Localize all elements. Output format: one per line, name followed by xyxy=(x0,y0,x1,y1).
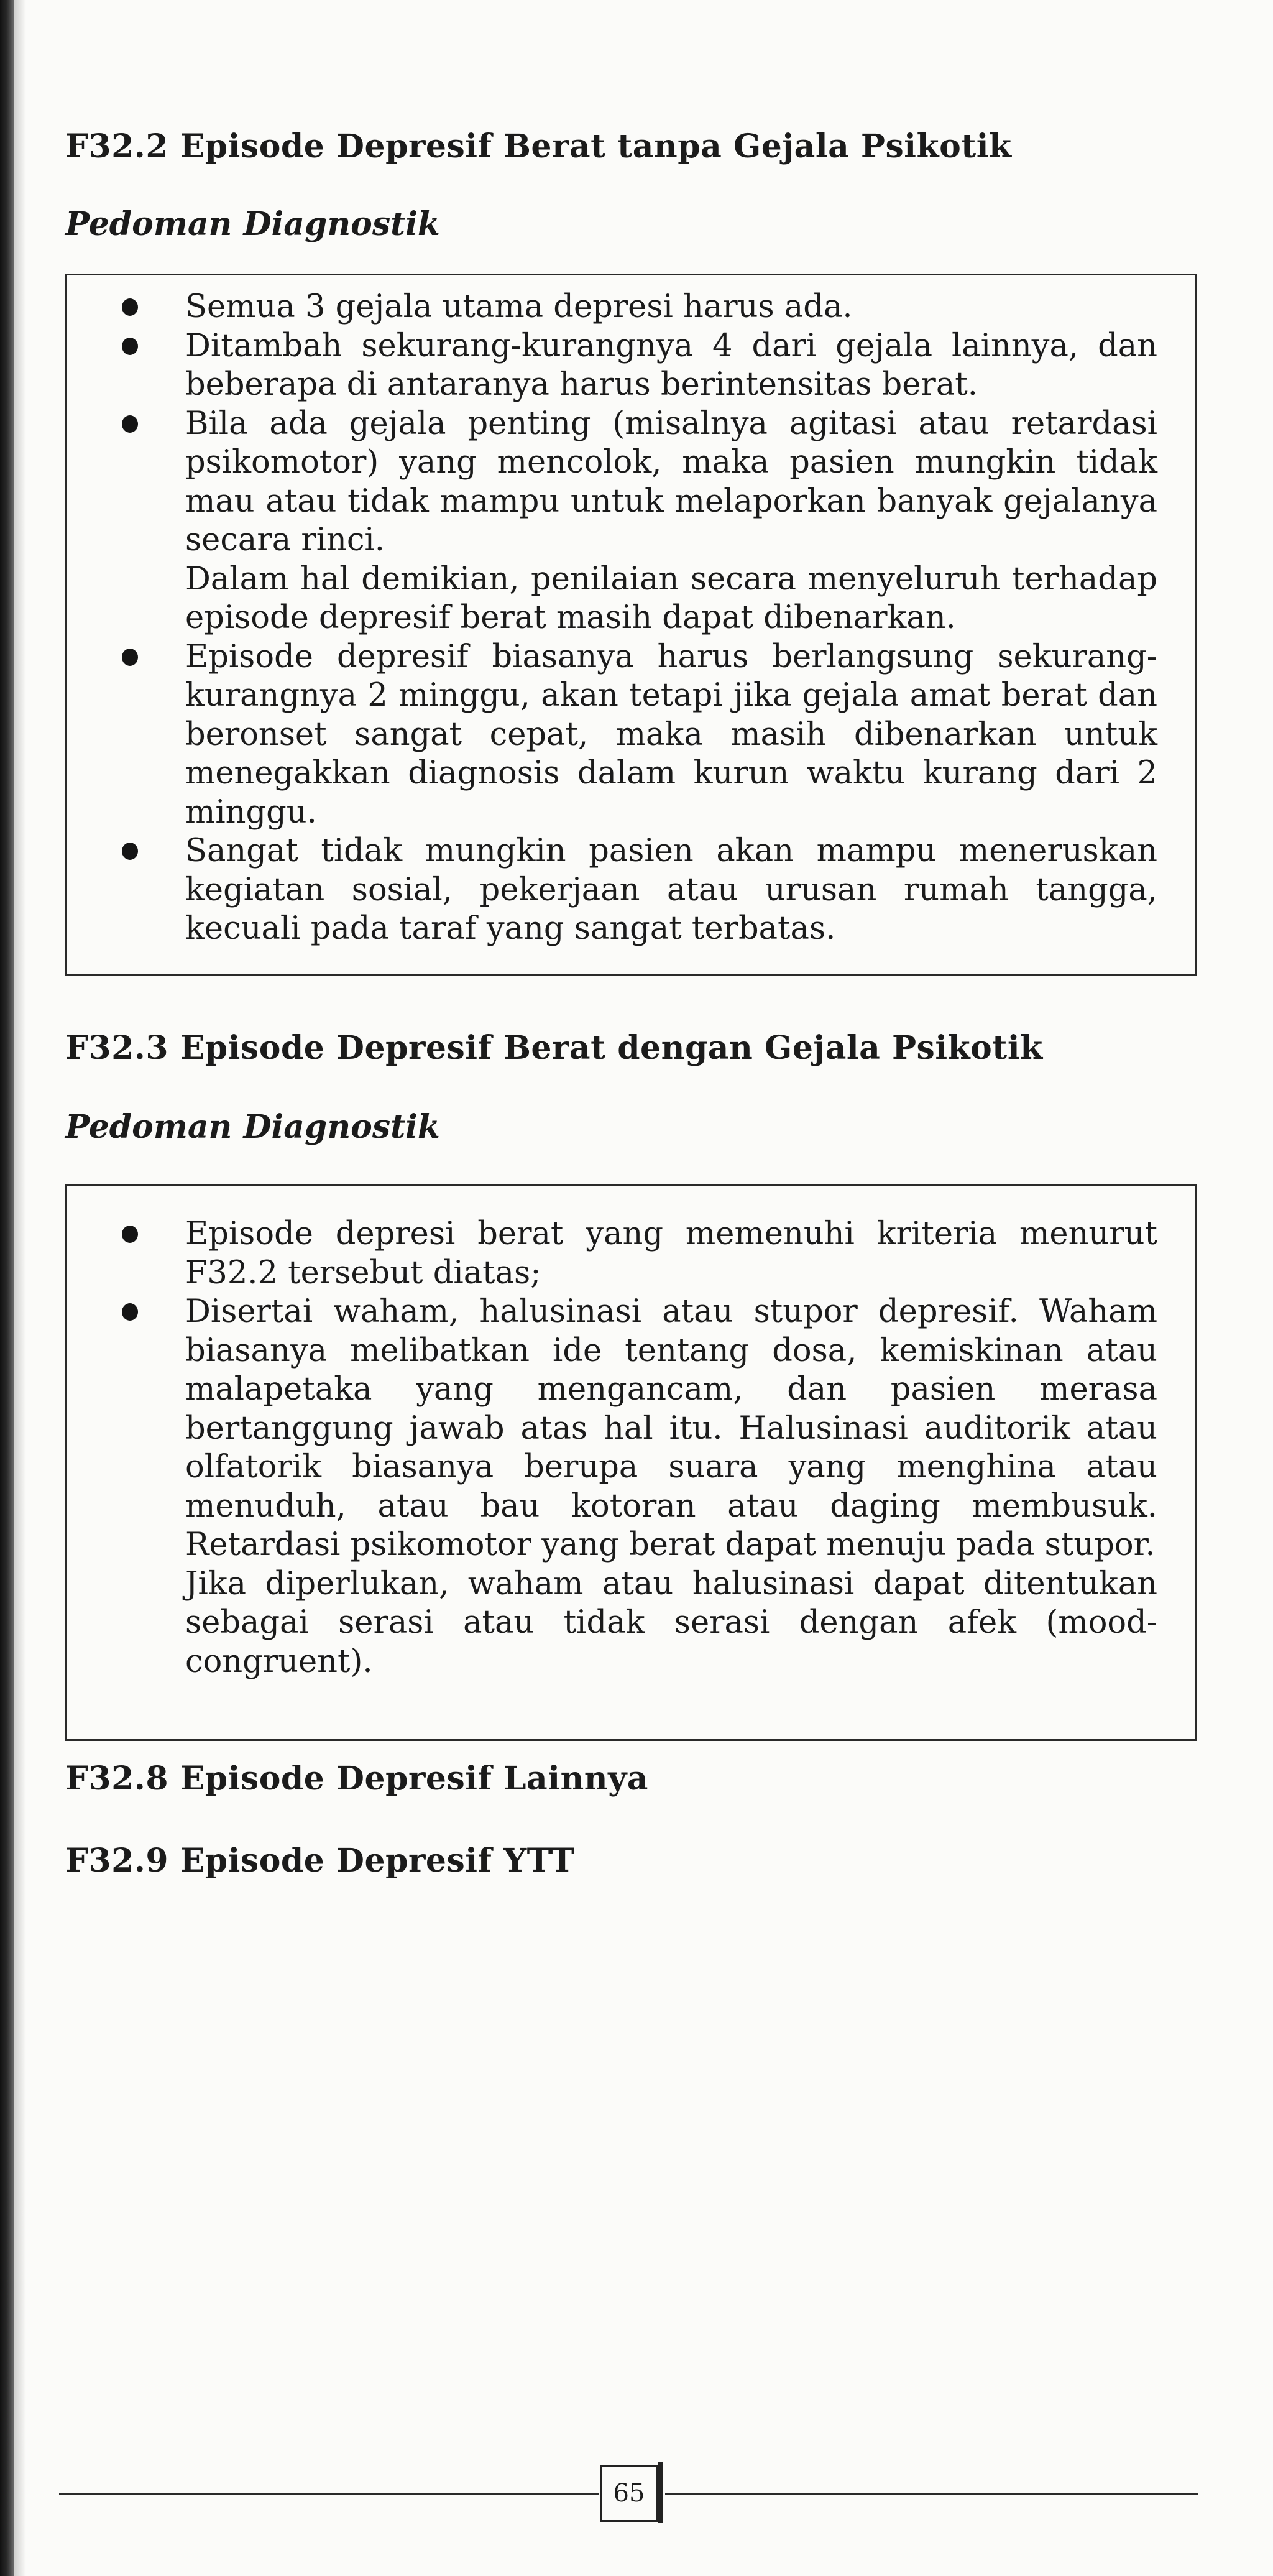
section-heading-f32-8: F32.8 Episode Depresif Lainnya xyxy=(65,1760,648,1798)
gutter-shadow xyxy=(14,0,26,2576)
criteria-text: Ditambah sekurang-kurangnya 4 dari gejala lainnya, dan beberapa di antaranya harus berintensitas berat. xyxy=(185,327,1157,403)
subheading-pedoman-diagnostik-1: Pedoman Diagnostik xyxy=(65,205,440,243)
subheading-pedoman-diagnostik-2: Pedoman Diagnostik xyxy=(65,1108,440,1146)
bullet-icon xyxy=(122,338,138,355)
criteria-item xyxy=(67,405,1195,638)
page-number: 65 xyxy=(600,2465,658,2522)
bullet-icon xyxy=(122,649,138,666)
criteria-text: Jika diperlukan, waham atau halusinasi dapat ditentukan sebagai serasi atau tidak serasi dengan afek (mood-congruent). xyxy=(185,1565,1157,1680)
criteria-text: Semua 3 gejala utama depresi harus ada. xyxy=(185,289,853,325)
criteria-item xyxy=(67,638,1195,833)
criteria-item xyxy=(67,1215,1195,1293)
criteria-item xyxy=(67,327,1195,405)
criteria-text: Dalam hal demikian, penilaian secara menyeluruh terhadap episode depresif berat masih dapat dibenarkan. xyxy=(185,560,1157,636)
page-number-frame-edge xyxy=(658,2462,663,2523)
section-heading-f32-2: F32.2 Episode Depresif Berat tanpa Gejala Psikotik xyxy=(65,127,1012,165)
criteria-text: Episode depresi berat yang memenuhi kriteria menurut F32.2 tersebut diatas; xyxy=(185,1216,1157,1291)
bullet-icon xyxy=(122,1303,138,1321)
diagnostic-criteria-box-2 xyxy=(65,1184,1197,1741)
section-heading-f32-3: F32.3 Episode Depresif Berat dengan Gejala Psikotik xyxy=(65,1029,1043,1067)
section-heading-f32-9: F32.9 Episode Depresif YTT xyxy=(65,1842,575,1880)
criteria-text: Bila ada gejala penting (misalnya agitasi atau retardasi psikomotor) yang mencolok, maka pasien mungkin tidak mau atau tidak mampu untuk melaporkan banyak gejalanya secara rinci. xyxy=(185,405,1157,558)
bullet-icon xyxy=(122,298,138,316)
criteria-text: Disertai waham, halusinasi atau stupor depresif. Waham biasanya melibatkan ide tentang dosa, kemiskinan atau malapetaka yang mengancam, dan pasien merasa bertanggung jawab atas hal itu. Halusinasi auditorik atau olfatorik biasanya berupa suara yang menghina atau menuduh, atau bau kotoran atau daging membusuk. Retardasi psikomotor yang berat dapat menuju pada stupor. xyxy=(185,1293,1157,1563)
bullet-icon xyxy=(122,415,138,433)
bullet-icon xyxy=(122,1226,138,1243)
footer-rule-right xyxy=(665,2493,1198,2495)
bullet-icon xyxy=(122,843,138,860)
criteria-item xyxy=(67,288,1195,327)
criteria-text: Sangat tidak mungkin pasien akan mampu meneruskan kegiatan sosial, pekerjaan atau urusan rumah tangga, kecuali pada taraf yang sangat terbatas. xyxy=(185,833,1157,947)
footer-rule-left xyxy=(59,2493,599,2495)
book-spine-shadow xyxy=(0,0,14,2576)
criteria-text: Episode depresif biasanya harus berlangsung sekurang-kurangnya 2 minggu, akan tetapi jika gejala amat berat dan beronset sangat cepat, maka masih dibenarkan untuk menegakkan diagnosis dalam kurun waktu kurang dari 2 minggu. xyxy=(185,638,1157,831)
criteria-item xyxy=(67,832,1195,949)
diagnostic-criteria-box-1 xyxy=(65,274,1197,976)
criteria-item xyxy=(67,1293,1195,1681)
